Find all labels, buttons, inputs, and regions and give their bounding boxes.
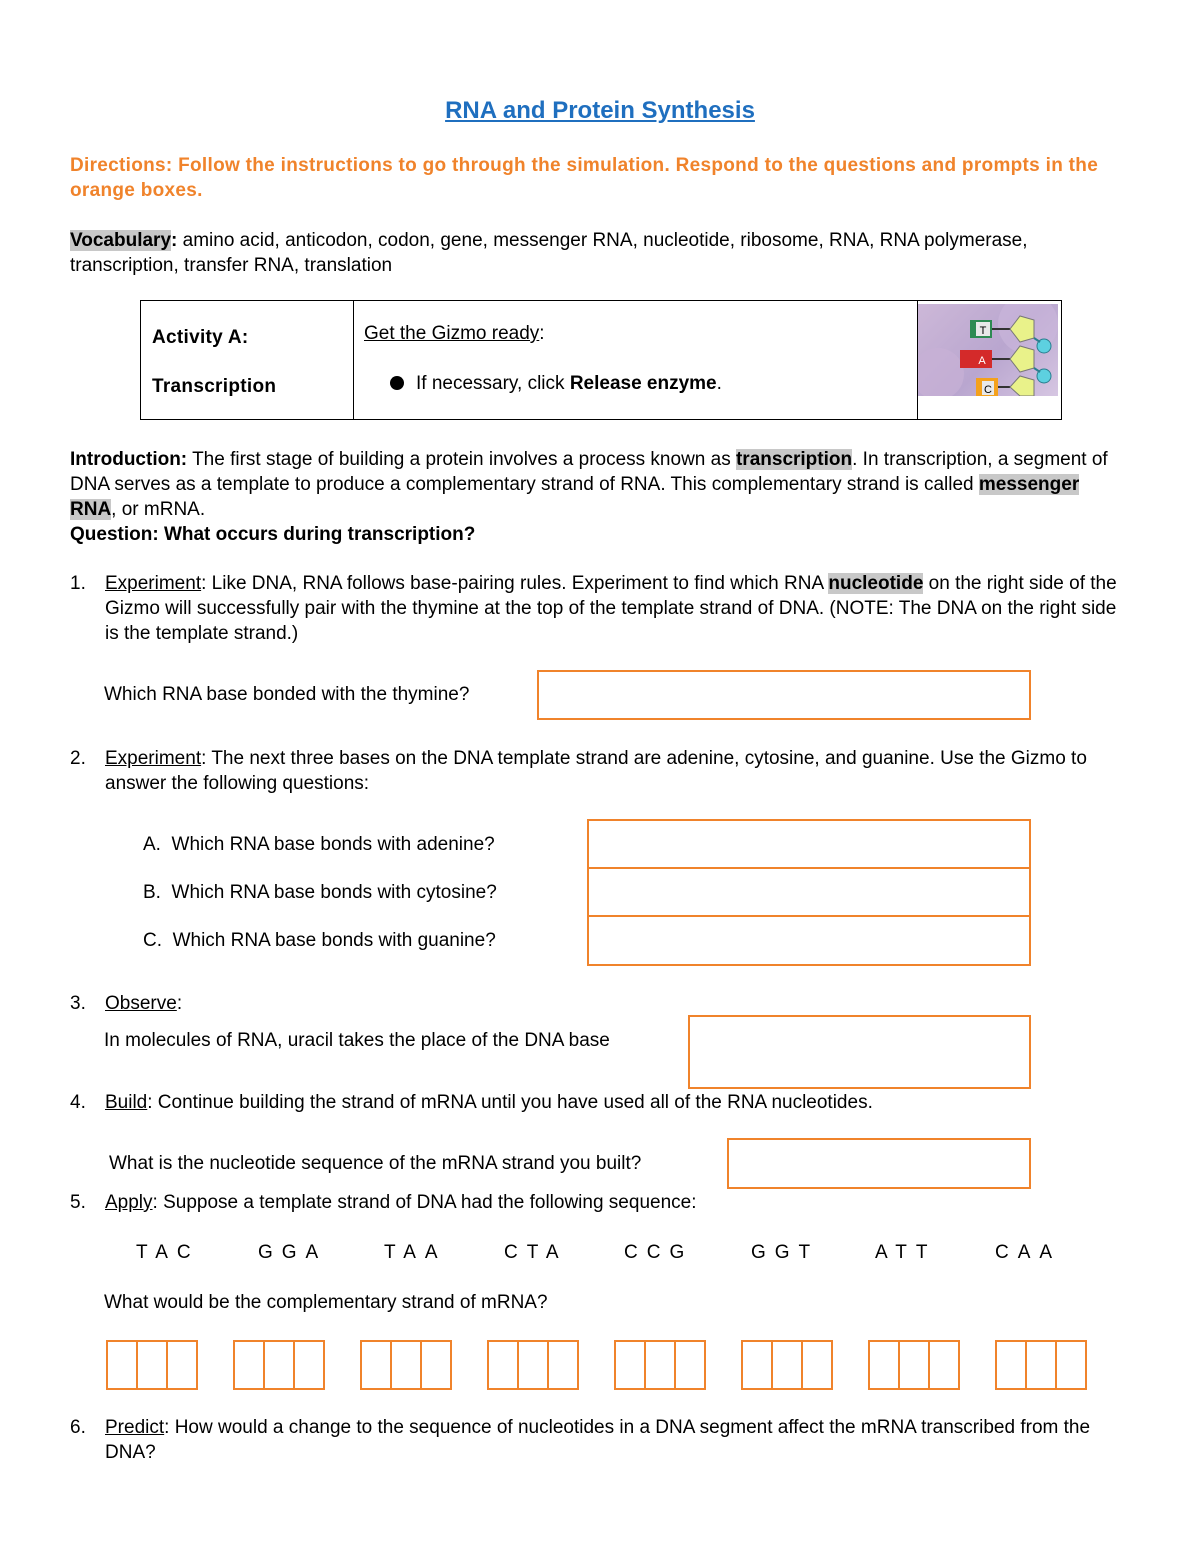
mrna-cell[interactable] (644, 1340, 676, 1390)
mrna-cell[interactable] (741, 1340, 773, 1390)
gizmo-step-prefix: If necessary, click (416, 373, 570, 394)
bullet-icon (390, 376, 404, 390)
mrna-cell[interactable] (293, 1340, 325, 1390)
mrna-cell[interactable] (390, 1340, 422, 1390)
mrna-cell[interactable] (517, 1340, 549, 1390)
sub-question-b (143, 880, 497, 905)
item-text-body: : Continue building the strand of mRNA until you have used all of the RNA nucleotides. (147, 1092, 873, 1113)
item-text (105, 1090, 1125, 1115)
item-text-body: : Suppose a template strand of DNA had the following sequence: (152, 1192, 697, 1213)
gizmo-ready-text: Get the Gizmo ready (364, 323, 540, 344)
sub-letter: C. (143, 930, 162, 951)
item-label: Predict (105, 1417, 165, 1438)
dna-codon-2: GGA (258, 1242, 328, 1263)
sub-text: Which RNA base bonds with cytosine? (171, 882, 497, 903)
sub-letter: A. (143, 834, 161, 855)
dna-codon-4: CTA (504, 1242, 568, 1263)
mrna-codon-boxes-6 (741, 1340, 831, 1390)
item-label: Apply (105, 1192, 153, 1213)
introduction-text2: . In transcription, a segment of DNA serves as a template to produce a complementary strand of RNA. This complementary strand is called (70, 449, 1108, 495)
mrna-cell[interactable] (674, 1340, 706, 1390)
item-number: 6. (70, 1417, 86, 1438)
introduction-text3: , or mRNA. (111, 499, 206, 520)
dna-codon-5: CCG (624, 1242, 694, 1263)
sub-question-a (143, 832, 495, 857)
mrna-cell[interactable] (233, 1340, 265, 1390)
gizmo-step-suffix: . (716, 373, 722, 394)
gizmo-thumbnail (918, 304, 1058, 396)
thumb-letter-a: A (978, 355, 986, 367)
gizmo-ready-heading (364, 321, 545, 346)
mrna-cell[interactable] (547, 1340, 579, 1390)
sub-letter: B. (143, 882, 161, 903)
item-4-prompt: What is the nucleotide sequence of the mRNA strand you built? (109, 1153, 642, 1174)
vocabulary-label: Vocabulary (70, 230, 172, 251)
item-text (105, 571, 1125, 646)
dna-codon-3: TAA (384, 1242, 447, 1263)
item-text-pre: : Like DNA, RNA follows base-pairing rules. Experiment to find which RNA (201, 573, 829, 594)
dna-codon-7: ATT (875, 1242, 937, 1263)
nucleotide-illustration-icon (918, 304, 1058, 396)
item-number: 4. (70, 1092, 86, 1113)
mrna-codon-boxes-2 (233, 1340, 323, 1390)
gizmo-ready-colon: : (539, 323, 545, 344)
mrna-cell[interactable] (487, 1340, 519, 1390)
mrna-cell[interactable] (420, 1340, 452, 1390)
item-number: 1. (70, 573, 86, 594)
release-enzyme-label: Release enzyme (569, 373, 717, 394)
question: Question: What occurs during transcription? (70, 524, 476, 545)
dna-codon-6: GGT (751, 1242, 820, 1263)
mrna-cell[interactable] (771, 1340, 803, 1390)
vocabulary-colon: : (171, 230, 178, 251)
dna-codon-1: TAC (136, 1242, 200, 1263)
item-number: 5. (70, 1192, 86, 1213)
introduction-label: Introduction: (70, 449, 188, 470)
mrna-codon-boxes-1 (106, 1340, 196, 1390)
activity-name: Transcription (152, 376, 277, 397)
item-text-body: : How would a change to the sequence of nucleotides in a DNA segment affect the mRNA transcribed from the DNA? (105, 1417, 1091, 1463)
item-text-body: : The next three bases on the DNA template strand are adenine, cytosine, and guanine. Use the Gizmo to answer the following questions: (105, 748, 1087, 794)
item-1-prompt: Which RNA base bonded with the thymine? (104, 684, 470, 705)
mrna-cell[interactable] (1055, 1340, 1087, 1390)
item-text (105, 1190, 1125, 1215)
introduction-text1: The first stage of building a protein involves a process known as (187, 449, 736, 470)
vocabulary-terms: amino acid, anticodon, codon, gene, messenger RNA, nucleotide, ribosome, RNA, RNA polymerase, transcription, transfer RNA, translation (70, 230, 1028, 276)
answer-box-guanine[interactable] (587, 915, 1031, 966)
introduction (70, 447, 1130, 522)
mrna-codon-boxes-4 (487, 1340, 577, 1390)
item-label: Experiment (105, 748, 202, 769)
item-text (105, 991, 1125, 1016)
dna-codon-8: CAA (995, 1242, 1062, 1263)
item-label: Observe (105, 993, 177, 1014)
mrna-codon-boxes-3 (360, 1340, 450, 1390)
item-text (105, 746, 1125, 796)
mrna-codon-boxes-5 (614, 1340, 704, 1390)
answer-box-cytosine[interactable] (587, 867, 1031, 917)
sub-question-c (143, 928, 496, 953)
answer-box-thymine[interactable] (537, 670, 1031, 720)
item-label: Experiment (105, 573, 202, 594)
mrna-cell[interactable] (995, 1340, 1027, 1390)
mrna-cell[interactable] (166, 1340, 198, 1390)
vocabulary (70, 228, 1130, 278)
mrna-cell[interactable] (898, 1340, 930, 1390)
item-text-post: on the right side of the Gizmo will successfully pair with the thymine at the top of the template strand of DNA. (NOTE: The DNA on the right side is the template strand.) (105, 573, 1117, 644)
answer-box-uracil[interactable] (688, 1015, 1031, 1089)
item-number: 2. (70, 748, 86, 769)
thumb-letter-c: C (984, 384, 992, 396)
mrna-cell[interactable] (614, 1340, 646, 1390)
answer-box-mrna-sequence[interactable] (727, 1138, 1031, 1189)
directions: Directions: Follow the instructions to go through the simulation. Respond to the questions and prompts in the orange boxes. (70, 155, 1099, 201)
term-transcription: transcription (735, 449, 853, 470)
item-text (105, 1415, 1125, 1465)
mrna-cell[interactable] (106, 1340, 138, 1390)
thumb-letter-t: T (979, 325, 987, 337)
mrna-cell[interactable] (1025, 1340, 1057, 1390)
item-3-prompt: In molecules of RNA, uracil takes the place of the DNA base (104, 1030, 610, 1051)
mrna-cell[interactable] (868, 1340, 900, 1390)
item-5-prompt: What would be the complementary strand of mRNA? (104, 1292, 548, 1313)
mrna-cell[interactable] (928, 1340, 960, 1390)
item-label: Build (105, 1092, 148, 1113)
mrna-cell[interactable] (360, 1340, 392, 1390)
item-text-body: : (176, 993, 183, 1014)
term-nucleotide: nucleotide (828, 573, 924, 594)
item-number: 3. (70, 993, 86, 1014)
mrna-codon-boxes-8 (995, 1340, 1085, 1390)
activity-label: Activity A: (152, 327, 249, 348)
answer-box-adenine[interactable] (587, 819, 1031, 869)
page-title: RNA and Protein Synthesis (445, 97, 755, 124)
mrna-cell[interactable] (136, 1340, 168, 1390)
gizmo-step (390, 371, 722, 396)
sub-text: Which RNA base bonds with adenine? (171, 834, 495, 855)
sub-text: Which RNA base bonds with guanine? (172, 930, 496, 951)
mrna-cell[interactable] (801, 1340, 833, 1390)
mrna-codon-boxes-7 (868, 1340, 958, 1390)
term-messenger-rna: messenger RNA (70, 474, 1080, 520)
mrna-cell[interactable] (263, 1340, 295, 1390)
